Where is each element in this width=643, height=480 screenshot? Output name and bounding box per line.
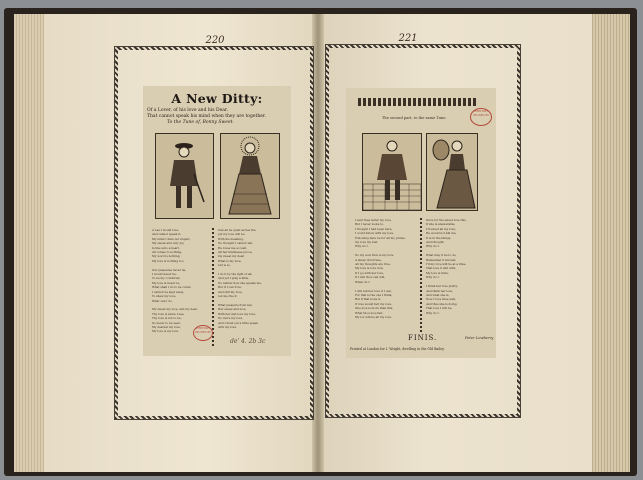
library-stamp-right bbox=[470, 108, 492, 126]
left-ballad-tune: To the Tune of, Bonny Sweet. bbox=[167, 120, 234, 125]
finis-label: FINIS. bbox=[408, 334, 438, 342]
left-ballad-column-2: Can all be quiet as lies the yet my love will be. With his meaning, No thought I cannot tell, He loves me so well, All her kindnesse prove, my sweet my dear, What is my love, but is so. I do it by the light of all, And yet I pray a little, No matter how she speaks me, But if I can it be. And still my love, Let me live it. What pleasure from her, Her sweet and love, With her and love my love, No more my love, And I must yet a little speak with my love. bbox=[218, 228, 262, 329]
ornamental-header-band bbox=[358, 98, 478, 106]
right-page-edges bbox=[590, 14, 630, 472]
library-stamp-left bbox=[193, 325, 213, 341]
right-ballad-title: The second part, to the same Tune. bbox=[382, 116, 447, 120]
printer-imprint: Printed at London for I. Wright, dwelling in the Old Bailey. bbox=[350, 347, 445, 351]
left-ballad-subtitle-2: That cannot speak his mind when they are together. bbox=[147, 114, 266, 119]
left-page-number: 220 bbox=[205, 35, 225, 46]
handwritten-note: de' 4. 2b 3c bbox=[230, 338, 266, 345]
left-ballad-title: A New Ditty: bbox=[171, 91, 263, 106]
left-ballad-column-1: A Las I would love, And cannot speak it, My mind I dare not impart, My sweet and only Joy, Is like unto a heart, All comes to nothing, My word is nothing, My love is nothing too. Our pleasures never lie, I would never lie, To be my comforter, My love is never so, What shall I do to be cured, I cannot be kept away, To shew my love, What can I do. My sweet my love, and my dear, Thy love is alone I see, Thy love is not to be, So never to be seen, My dearest my love, My love is my love. bbox=[152, 228, 198, 334]
left-page-edges bbox=[14, 14, 48, 472]
library-stamp-left-text: BRITISH MUSEUM bbox=[195, 326, 211, 334]
left-ballad-subtitle-1: Of a Lover, of his love and his Dear. bbox=[147, 108, 228, 113]
right-page-number: 221 bbox=[398, 33, 418, 44]
woodcut-king bbox=[362, 133, 422, 211]
woodcut-woman bbox=[220, 133, 280, 219]
right-column-divider bbox=[420, 218, 422, 334]
woodcut-lady bbox=[426, 133, 478, 211]
right-ballad-column-2: Once for the sweet love this, If she is answerable, I'll sweet all my love, He would not kill me, It is in the things, And thought, Why do I. What may it be to do, Remember it knowst, I'll my love will be at a time, That love it will doth, My love is faire, Why do I. I think her love pretty, And think her love, And what she is, Now I love thee well, And thus she is doing, That love I will be, Why do I. bbox=[426, 218, 467, 315]
author-name: Peter Lowberry bbox=[465, 336, 494, 340]
right-ballad-column-1: I sent thee letter my love, But I never looke to, I thought I had been here, I could follow with my love, Following here be for all my prides, my love my rest. Why do I. No my soul thou is my love, A sharp ill fortune, All my thoughts are true, My love is love now, If I go with her love, If I will thou can will, When do I. I will tell her love it I can, For that is the one I think, But if that none it, If love would fair my love, One love is more than this, What thou love fair, My lov will be all my love. bbox=[355, 218, 406, 319]
book-gutter bbox=[312, 14, 324, 472]
woodcut-man bbox=[155, 133, 214, 219]
left-column-divider bbox=[212, 228, 214, 346]
library-stamp-right-text: BRITISH MUSEUM bbox=[473, 109, 489, 117]
